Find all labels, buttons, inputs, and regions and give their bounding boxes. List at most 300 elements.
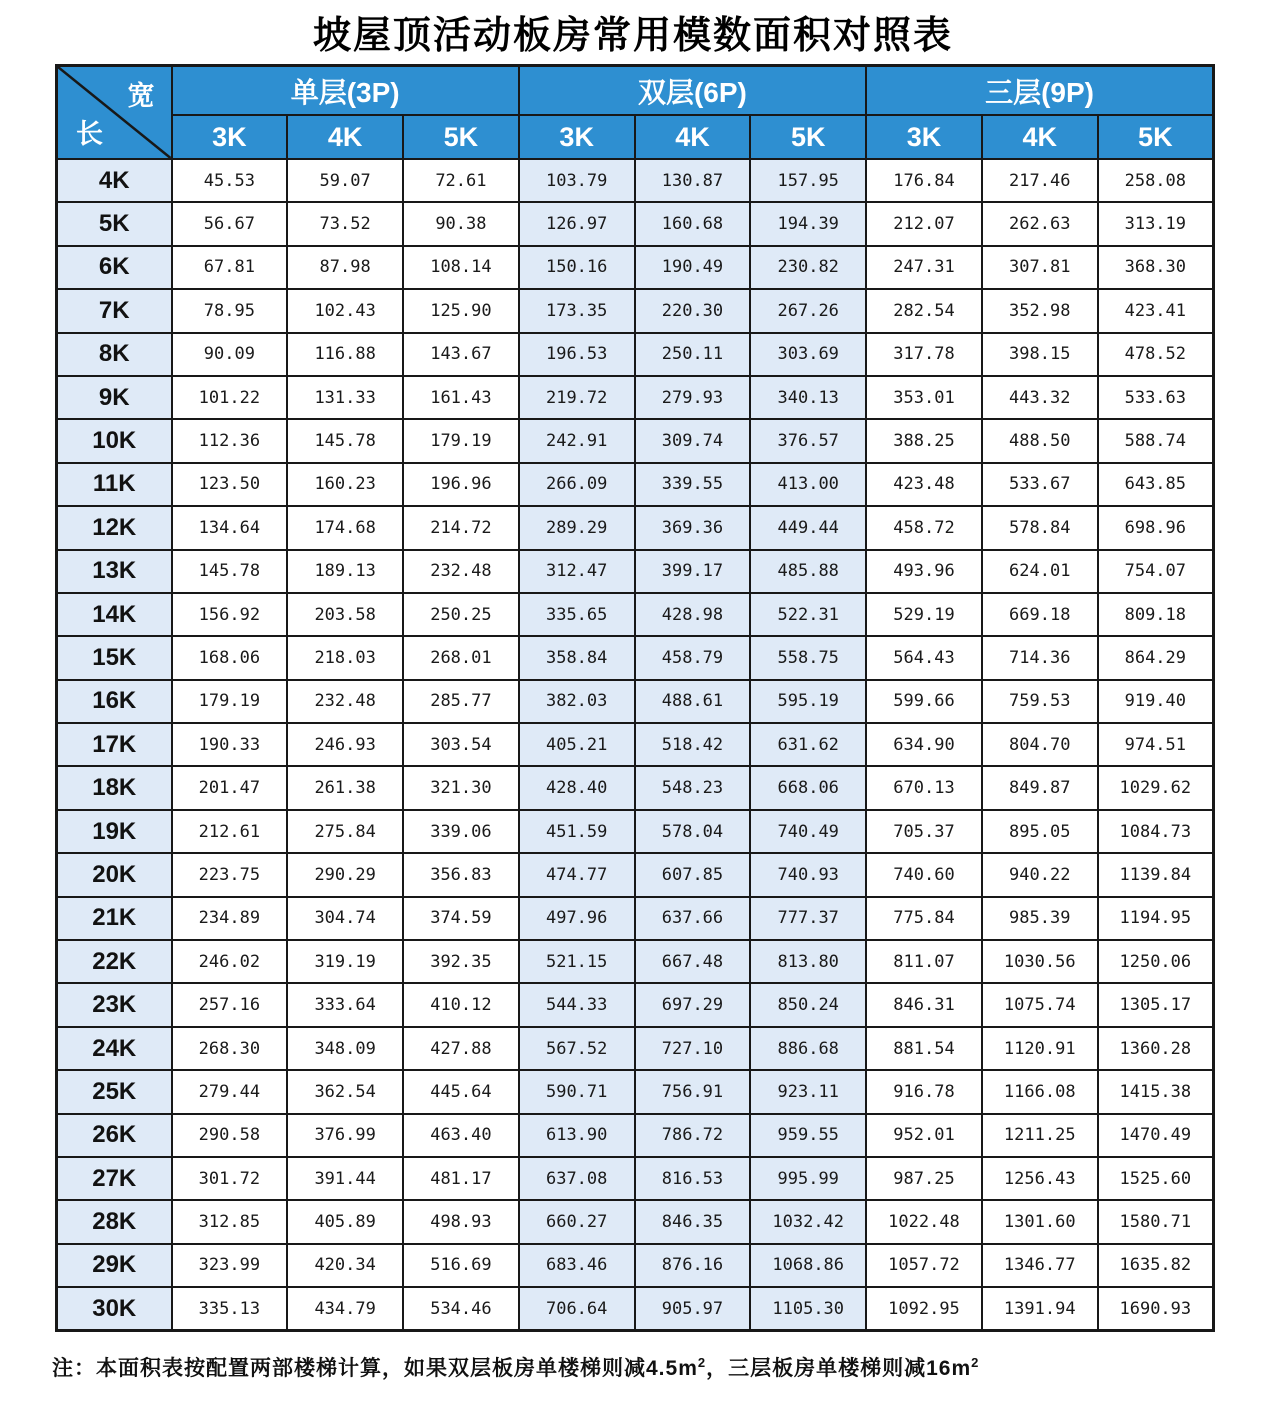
area-value-cell: 1211.25	[982, 1114, 1098, 1157]
area-value-cell: 607.85	[635, 853, 751, 896]
area-value-cell: 160.68	[635, 202, 751, 245]
area-value-cell: 399.17	[635, 550, 751, 593]
area-value-cell: 916.78	[866, 1070, 982, 1113]
area-value-cell: 668.06	[750, 766, 866, 809]
area-value-cell: 1301.60	[982, 1200, 1098, 1243]
area-value-cell: 705.37	[866, 810, 982, 853]
area-value-cell: 959.55	[750, 1114, 866, 1157]
area-value-cell: 339.55	[635, 463, 751, 506]
area-value-cell: 218.03	[287, 636, 403, 679]
area-value-cell: 45.53	[172, 159, 288, 202]
area-value-cell: 1120.91	[982, 1027, 1098, 1070]
area-value-cell: 246.93	[287, 723, 403, 766]
row-label: 9K	[57, 376, 172, 419]
area-value-cell: 1068.86	[750, 1244, 866, 1287]
area-value-cell: 727.10	[635, 1027, 751, 1070]
footnote	[52, 1352, 979, 1382]
area-value-cell: 698.96	[1098, 506, 1214, 549]
area-value-cell: 637.66	[635, 897, 751, 940]
area-value-cell: 317.78	[866, 333, 982, 376]
area-value-cell: 232.48	[403, 550, 519, 593]
area-value-cell: 301.72	[172, 1157, 288, 1200]
area-value-cell: 362.54	[287, 1070, 403, 1113]
table-row	[57, 1114, 1214, 1157]
subcol-header: 5K	[750, 115, 866, 159]
area-value-cell: 289.29	[519, 506, 635, 549]
area-value-cell: 333.64	[287, 983, 403, 1026]
area-value-cell: 521.15	[519, 940, 635, 983]
table-row	[57, 1027, 1214, 1070]
area-value-cell: 516.69	[403, 1244, 519, 1287]
area-value-cell: 410.12	[403, 983, 519, 1026]
area-value-cell: 174.68	[287, 506, 403, 549]
area-value-cell: 458.72	[866, 506, 982, 549]
area-value-cell: 161.43	[403, 376, 519, 419]
area-value-cell: 1250.06	[1098, 940, 1214, 983]
area-value-cell: 987.25	[866, 1157, 982, 1200]
row-label: 23K	[57, 983, 172, 1026]
area-value-cell: 131.33	[287, 376, 403, 419]
area-value-cell: 613.90	[519, 1114, 635, 1157]
table-row	[57, 940, 1214, 983]
area-value-cell: 405.21	[519, 723, 635, 766]
area-value-cell: 1084.73	[1098, 810, 1214, 853]
group-header-single-storey: 单层(3P)	[172, 66, 519, 116]
area-value-cell: 309.74	[635, 419, 751, 462]
area-value-cell: 382.03	[519, 680, 635, 723]
area-value-cell: 230.82	[750, 246, 866, 289]
area-value-cell: 1075.74	[982, 983, 1098, 1026]
area-value-cell: 876.16	[635, 1244, 751, 1287]
area-value-cell: 1346.77	[982, 1244, 1098, 1287]
area-value-cell: 388.25	[866, 419, 982, 462]
area-value-cell: 356.83	[403, 853, 519, 896]
area-value-cell: 374.59	[403, 897, 519, 940]
area-value-cell: 428.40	[519, 766, 635, 809]
area-value-cell: 631.62	[750, 723, 866, 766]
area-value-cell: 266.09	[519, 463, 635, 506]
area-value-cell: 427.88	[403, 1027, 519, 1070]
row-label: 12K	[57, 506, 172, 549]
area-value-cell: 143.67	[403, 333, 519, 376]
group-header-row	[57, 66, 1214, 116]
area-value-cell: 250.11	[635, 333, 751, 376]
row-label: 8K	[57, 333, 172, 376]
area-value-cell: 498.93	[403, 1200, 519, 1243]
row-label: 4K	[57, 159, 172, 202]
row-label: 28K	[57, 1200, 172, 1243]
area-value-cell: 160.23	[287, 463, 403, 506]
area-value-cell: 1194.95	[1098, 897, 1214, 940]
area-value-cell: 683.46	[519, 1244, 635, 1287]
area-value-cell: 423.41	[1098, 289, 1214, 332]
area-value-cell: 740.60	[866, 853, 982, 896]
row-label: 27K	[57, 1157, 172, 1200]
area-value-cell: 246.02	[172, 940, 288, 983]
area-value-cell: 1022.48	[866, 1200, 982, 1243]
area-value-cell: 196.53	[519, 333, 635, 376]
area-value-cell: 1635.82	[1098, 1244, 1214, 1287]
area-value-cell: 282.54	[866, 289, 982, 332]
area-value-cell: 312.47	[519, 550, 635, 593]
area-value-cell: 634.90	[866, 723, 982, 766]
area-value-cell: 290.58	[172, 1114, 288, 1157]
table-row	[57, 1200, 1214, 1243]
row-label: 13K	[57, 550, 172, 593]
row-label: 26K	[57, 1114, 172, 1157]
area-value-cell: 518.42	[635, 723, 751, 766]
subcol-header: 5K	[1098, 115, 1214, 159]
area-value-cell: 567.52	[519, 1027, 635, 1070]
area-value-cell: 179.19	[403, 419, 519, 462]
row-label: 7K	[57, 289, 172, 332]
area-value-cell: 533.67	[982, 463, 1098, 506]
area-value-cell: 759.53	[982, 680, 1098, 723]
area-value-cell: 189.13	[287, 550, 403, 593]
subcol-header: 4K	[635, 115, 751, 159]
table-row	[57, 289, 1214, 332]
area-value-cell: 706.64	[519, 1287, 635, 1330]
area-value-cell: 73.52	[287, 202, 403, 245]
table-row	[57, 810, 1214, 853]
table-row	[57, 723, 1214, 766]
table-row	[57, 766, 1214, 809]
row-label: 5K	[57, 202, 172, 245]
table-row	[57, 506, 1214, 549]
area-value-cell: 313.19	[1098, 202, 1214, 245]
table-row	[57, 419, 1214, 462]
area-value-cell: 319.19	[287, 940, 403, 983]
area-value-cell: 1057.72	[866, 1244, 982, 1287]
area-value-cell: 150.16	[519, 246, 635, 289]
area-value-cell: 78.95	[172, 289, 288, 332]
area-value-cell: 1415.38	[1098, 1070, 1214, 1113]
table-row	[57, 1244, 1214, 1287]
area-value-cell: 72.61	[403, 159, 519, 202]
area-table	[55, 64, 1215, 1332]
area-value-cell: 1105.30	[750, 1287, 866, 1330]
area-value-cell: 1360.28	[1098, 1027, 1214, 1070]
area-value-cell: 974.51	[1098, 723, 1214, 766]
area-value-cell: 368.30	[1098, 246, 1214, 289]
area-value-cell: 637.08	[519, 1157, 635, 1200]
table-row	[57, 246, 1214, 289]
table-row	[57, 1070, 1214, 1113]
area-value-cell: 339.06	[403, 810, 519, 853]
table-row	[57, 853, 1214, 896]
table-row	[57, 636, 1214, 679]
area-value-cell: 307.81	[982, 246, 1098, 289]
area-value-cell: 886.68	[750, 1027, 866, 1070]
table-row	[57, 1287, 1214, 1330]
table-row	[57, 463, 1214, 506]
area-value-cell: 279.44	[172, 1070, 288, 1113]
area-value-cell: 112.36	[172, 419, 288, 462]
area-value-cell: 176.84	[866, 159, 982, 202]
area-value-cell: 595.19	[750, 680, 866, 723]
group-header-double-storey: 双层(6P)	[519, 66, 866, 116]
area-value-cell: 261.38	[287, 766, 403, 809]
area-value-cell: 290.29	[287, 853, 403, 896]
area-value-cell: 353.01	[866, 376, 982, 419]
area-value-cell: 1139.84	[1098, 853, 1214, 896]
area-value-cell: 134.64	[172, 506, 288, 549]
area-value-cell: 529.19	[866, 593, 982, 636]
area-value-cell: 179.19	[172, 680, 288, 723]
area-value-cell: 190.33	[172, 723, 288, 766]
table-row	[57, 983, 1214, 1026]
area-value-cell: 488.50	[982, 419, 1098, 462]
area-value-cell: 214.72	[403, 506, 519, 549]
table-header	[57, 66, 1214, 160]
area-value-cell: 223.75	[172, 853, 288, 896]
area-value-cell: 391.44	[287, 1157, 403, 1200]
row-label: 17K	[57, 723, 172, 766]
area-value-cell: 493.96	[866, 550, 982, 593]
area-value-cell: 905.97	[635, 1287, 751, 1330]
area-value-cell: 262.63	[982, 202, 1098, 245]
area-value-cell: 740.49	[750, 810, 866, 853]
area-value-cell: 777.37	[750, 897, 866, 940]
area-value-cell: 1305.17	[1098, 983, 1214, 1026]
area-value-cell: 756.91	[635, 1070, 751, 1113]
area-value-cell: 268.30	[172, 1027, 288, 1070]
row-label: 14K	[57, 593, 172, 636]
area-value-cell: 1166.08	[982, 1070, 1098, 1113]
area-value-cell: 786.72	[635, 1114, 751, 1157]
row-label: 15K	[57, 636, 172, 679]
area-value-cell: 643.85	[1098, 463, 1214, 506]
area-value-cell: 405.89	[287, 1200, 403, 1243]
area-value-cell: 578.04	[635, 810, 751, 853]
area-value-cell: 1256.43	[982, 1157, 1098, 1200]
area-value-cell: 1580.71	[1098, 1200, 1214, 1243]
area-value-cell: 102.43	[287, 289, 403, 332]
table-row	[57, 680, 1214, 723]
area-value-cell: 157.95	[750, 159, 866, 202]
row-label: 22K	[57, 940, 172, 983]
area-value-cell: 578.84	[982, 506, 1098, 549]
row-label: 6K	[57, 246, 172, 289]
table-row	[57, 897, 1214, 940]
row-label: 25K	[57, 1070, 172, 1113]
area-value-cell: 279.93	[635, 376, 751, 419]
area-value-cell: 428.98	[635, 593, 751, 636]
area-value-cell: 303.69	[750, 333, 866, 376]
area-value-cell: 203.58	[287, 593, 403, 636]
area-value-cell: 1470.49	[1098, 1114, 1214, 1157]
area-value-cell: 804.70	[982, 723, 1098, 766]
area-value-cell: 116.88	[287, 333, 403, 376]
area-value-cell: 809.18	[1098, 593, 1214, 636]
area-value-cell: 130.87	[635, 159, 751, 202]
area-value-cell: 56.67	[172, 202, 288, 245]
area-value-cell: 145.78	[287, 419, 403, 462]
area-value-cell: 321.30	[403, 766, 519, 809]
table-row	[57, 1157, 1214, 1200]
table-body	[57, 159, 1214, 1331]
area-value-cell: 87.98	[287, 246, 403, 289]
area-value-cell: 90.09	[172, 333, 288, 376]
area-value-cell: 123.50	[172, 463, 288, 506]
area-value-cell: 335.13	[172, 1287, 288, 1330]
area-value-cell: 548.23	[635, 766, 751, 809]
area-value-cell: 463.40	[403, 1114, 519, 1157]
area-value-cell: 392.35	[403, 940, 519, 983]
area-value-cell: 599.66	[866, 680, 982, 723]
area-table-wrap	[55, 64, 1215, 1332]
area-value-cell: 101.22	[172, 376, 288, 419]
subcol-header: 4K	[982, 115, 1098, 159]
area-value-cell: 168.06	[172, 636, 288, 679]
area-value-cell: 217.46	[982, 159, 1098, 202]
area-value-cell: 423.48	[866, 463, 982, 506]
footnote-text: 注：本面积表按配置两部楼梯计算，如果双层板房单楼梯则减4.5m	[52, 1357, 698, 1380]
table-row	[57, 550, 1214, 593]
area-value-cell: 1092.95	[866, 1287, 982, 1330]
area-value-cell: 67.81	[172, 246, 288, 289]
area-value-cell: 145.78	[172, 550, 288, 593]
area-value-cell: 126.97	[519, 202, 635, 245]
area-value-cell: 697.29	[635, 983, 751, 1026]
area-value-cell: 816.53	[635, 1157, 751, 1200]
area-value-cell: 267.26	[750, 289, 866, 332]
subcol-header: 5K	[403, 115, 519, 159]
area-value-cell: 242.91	[519, 419, 635, 462]
area-value-cell: 156.92	[172, 593, 288, 636]
row-label: 29K	[57, 1244, 172, 1287]
table-row	[57, 593, 1214, 636]
area-value-cell: 59.07	[287, 159, 403, 202]
table-row	[57, 376, 1214, 419]
area-value-cell: 714.36	[982, 636, 1098, 679]
area-value-cell: 1391.94	[982, 1287, 1098, 1330]
area-value-cell: 268.01	[403, 636, 519, 679]
area-value-cell: 434.79	[287, 1287, 403, 1330]
area-value-cell: 335.65	[519, 593, 635, 636]
area-value-cell: 312.85	[172, 1200, 288, 1243]
area-value-cell: 376.57	[750, 419, 866, 462]
area-value-cell: 1690.93	[1098, 1287, 1214, 1330]
area-value-cell: 669.18	[982, 593, 1098, 636]
area-value-cell: 194.39	[750, 202, 866, 245]
area-value-cell: 234.89	[172, 897, 288, 940]
area-value-cell: 369.36	[635, 506, 751, 549]
area-value-cell: 219.72	[519, 376, 635, 419]
area-value-cell: 348.09	[287, 1027, 403, 1070]
area-value-cell: 481.17	[403, 1157, 519, 1200]
footnote-superscript: 2	[697, 1355, 707, 1370]
area-value-cell: 285.77	[403, 680, 519, 723]
area-value-cell: 624.01	[982, 550, 1098, 593]
subcol-header: 3K	[866, 115, 982, 159]
area-value-cell: 1030.56	[982, 940, 1098, 983]
area-value-cell: 258.08	[1098, 159, 1214, 202]
area-value-cell: 420.34	[287, 1244, 403, 1287]
area-value-cell: 952.01	[866, 1114, 982, 1157]
row-label: 10K	[57, 419, 172, 462]
group-header-triple-storey: 三层(9P)	[866, 66, 1213, 116]
area-value-cell: 1032.42	[750, 1200, 866, 1243]
footnote-text: ，三层板房单楼梯则减16m	[706, 1357, 972, 1380]
area-value-cell: 413.00	[750, 463, 866, 506]
area-value-cell: 352.98	[982, 289, 1098, 332]
area-value-cell: 660.27	[519, 1200, 635, 1243]
area-value-cell: 846.31	[866, 983, 982, 1026]
area-value-cell: 1525.60	[1098, 1157, 1214, 1200]
subheader-row	[57, 115, 1214, 159]
area-value-cell: 740.93	[750, 853, 866, 896]
area-value-cell: 564.43	[866, 636, 982, 679]
area-value-cell: 811.07	[866, 940, 982, 983]
area-value-cell: 376.99	[287, 1114, 403, 1157]
area-value-cell: 275.84	[287, 810, 403, 853]
area-value-cell: 474.77	[519, 853, 635, 896]
area-value-cell: 340.13	[750, 376, 866, 419]
area-value-cell: 304.74	[287, 897, 403, 940]
area-value-cell: 497.96	[519, 897, 635, 940]
area-value-cell: 201.47	[172, 766, 288, 809]
area-value-cell: 919.40	[1098, 680, 1214, 723]
area-value-cell: 923.11	[750, 1070, 866, 1113]
corner-width-label: 宽	[127, 81, 155, 111]
area-value-cell: 443.32	[982, 376, 1098, 419]
area-value-cell: 534.46	[403, 1287, 519, 1330]
area-value-cell: 323.99	[172, 1244, 288, 1287]
area-value-cell: 190.49	[635, 246, 751, 289]
corner-cell	[57, 66, 172, 160]
subcol-header: 3K	[519, 115, 635, 159]
area-value-cell: 895.05	[982, 810, 1098, 853]
area-value-cell: 850.24	[750, 983, 866, 1026]
area-value-cell: 754.07	[1098, 550, 1214, 593]
row-label: 20K	[57, 853, 172, 896]
table-row	[57, 202, 1214, 245]
area-value-cell: 125.90	[403, 289, 519, 332]
area-value-cell: 533.63	[1098, 376, 1214, 419]
row-label: 30K	[57, 1287, 172, 1330]
area-value-cell: 250.25	[403, 593, 519, 636]
area-value-cell: 940.22	[982, 853, 1098, 896]
area-value-cell: 670.13	[866, 766, 982, 809]
area-value-cell: 449.44	[750, 506, 866, 549]
area-value-cell: 212.61	[172, 810, 288, 853]
area-value-cell: 398.15	[982, 333, 1098, 376]
area-value-cell: 846.35	[635, 1200, 751, 1243]
area-value-cell: 103.79	[519, 159, 635, 202]
area-value-cell: 813.80	[750, 940, 866, 983]
subcol-header: 4K	[287, 115, 403, 159]
area-value-cell: 522.31	[750, 593, 866, 636]
area-value-cell: 451.59	[519, 810, 635, 853]
footnote-superscript: 2	[971, 1355, 980, 1370]
area-value-cell: 196.96	[403, 463, 519, 506]
area-value-cell: 478.52	[1098, 333, 1214, 376]
area-value-cell: 590.71	[519, 1070, 635, 1113]
area-value-cell: 90.38	[403, 202, 519, 245]
area-value-cell: 588.74	[1098, 419, 1214, 462]
area-value-cell: 358.84	[519, 636, 635, 679]
area-value-cell: 667.48	[635, 940, 751, 983]
area-value-cell: 995.99	[750, 1157, 866, 1200]
area-value-cell: 303.54	[403, 723, 519, 766]
area-value-cell: 544.33	[519, 983, 635, 1026]
page-title: 坡屋顶活动板房常用模数面积对照表	[312, 15, 953, 57]
subcol-header: 3K	[172, 115, 288, 159]
area-value-cell: 212.07	[866, 202, 982, 245]
area-value-cell: 775.84	[866, 897, 982, 940]
table-row	[57, 333, 1214, 376]
